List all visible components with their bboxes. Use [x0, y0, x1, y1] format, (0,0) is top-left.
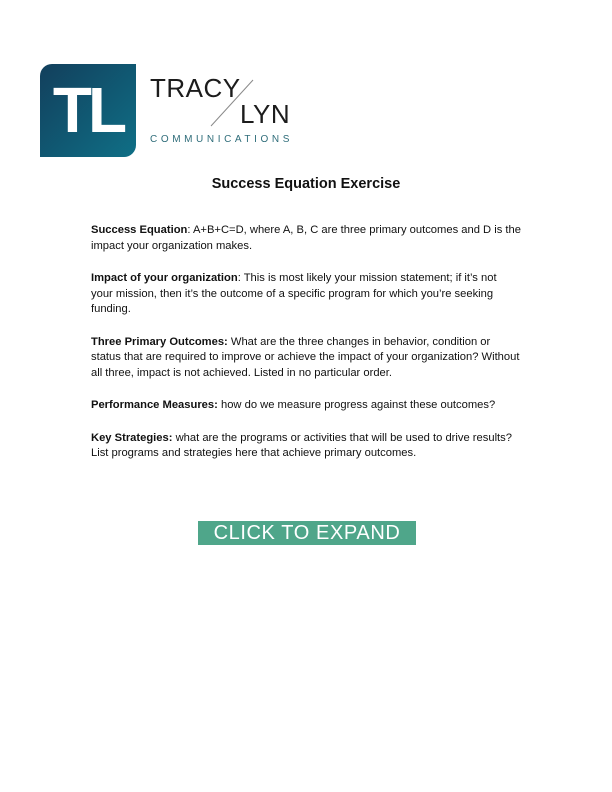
logo-word-lyn: LYN [240, 99, 291, 129]
paragraph-impact [91, 271, 521, 318]
term-performance-measures: Performance Measures: [91, 399, 218, 411]
term-success-equation: Success Equation [91, 224, 188, 236]
definition-primary-outcomes: What are the three changes in behavior, condition or status that are required to improve or achieve the impact of your organization? Without all three, impact is not achieved. Listed in no particular order. [91, 335, 520, 379]
logo-tagline: COMMUNICATIONS [150, 134, 293, 145]
paragraph-primary-outcomes [91, 335, 521, 382]
document-title: Success Equation Exercise [211, 176, 401, 192]
term-primary-outcomes: Three Primary Outcomes: [91, 335, 228, 348]
logo-mark-text: TL [52, 74, 124, 146]
document-body [91, 223, 521, 479]
click-to-expand-button[interactable]: CLICK TO EXPAND [198, 521, 416, 545]
definition-impact: : This is most likely your mission statement; if it’s not your mission, then it’s the outcome of a specific program for which you’re seeking funding. [91, 272, 497, 315]
term-impact: Impact of your organization [91, 272, 238, 284]
definition-key-strategies: what are the programs or activities that will be used to drive results? List programs and strategies here that achieve primary outcomes. [91, 431, 512, 459]
definition-success-equation: : A+B+C=D, where A, B, C are three primary outcomes and D is the impact your organization makes. [91, 224, 521, 252]
logo-mark [40, 64, 136, 157]
definition-performance-measures: how do we measure progress against these outcomes? [217, 399, 496, 411]
term-key-strategies: Key Strategies: [91, 431, 173, 444]
paragraph-key-strategies [91, 431, 521, 462]
paragraph-performance-measures [91, 398, 521, 414]
logo-word-tracy: TRACY [150, 73, 241, 103]
paragraph-success-equation [91, 223, 521, 254]
